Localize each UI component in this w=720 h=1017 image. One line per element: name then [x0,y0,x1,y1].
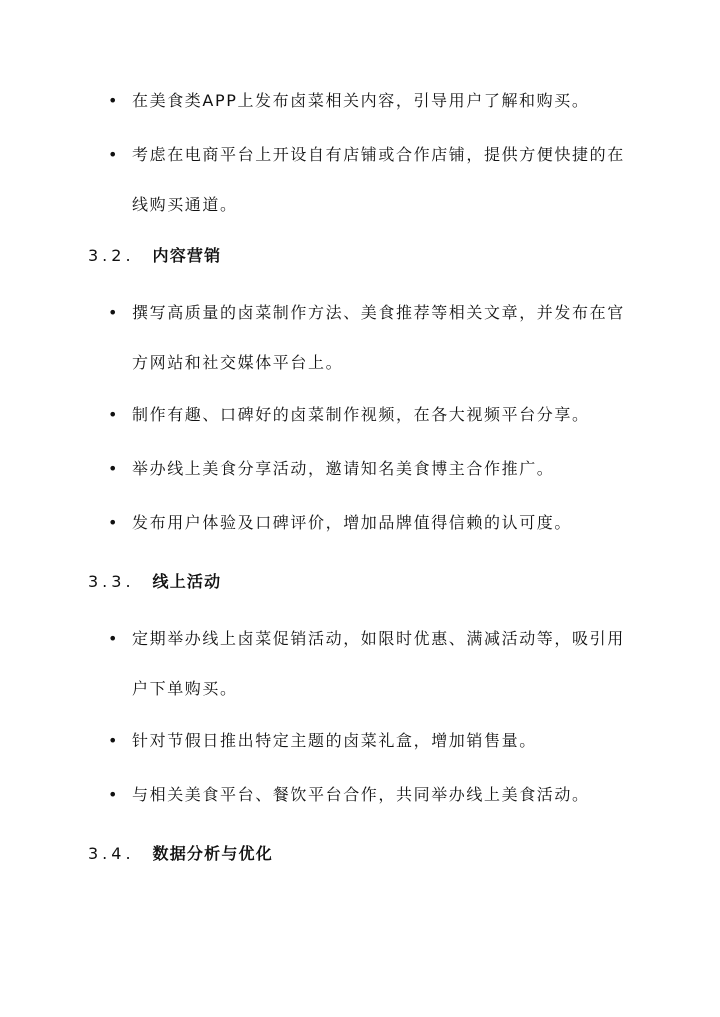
section-number: 3.2. [88,246,135,265]
section-title: 数据分析与优化 [152,844,273,863]
list-item-text: 举办线上美食分享活动，邀请知名美食博主合作推广。 [132,459,555,478]
list-item-text: 与相关美食平台、餐饮平台合作，共同举办线上美食活动。 [132,785,590,804]
list-item-text: 针对节假日推出特定主题的卤菜礼盒，增加销售量。 [132,731,537,750]
list-item [108,288,628,388]
bullet-dot: • [108,303,118,322]
list-item-text: 定期举办线上卤菜促销活动，如限时优惠、满减活动等，吸引用户下单购买。 [132,629,625,698]
bullet-dot: • [108,405,118,424]
bullet-dot: • [108,785,118,804]
bullet-dot: • [108,91,118,110]
section-number: 3.3. [88,572,135,591]
list-item-text: 考虑在电商平台上开设自有店铺或合作店铺，提供方便快捷的在线购买通道。 [132,145,625,214]
bullet-dot: • [108,513,118,532]
bullet-dot: • [108,731,118,750]
section-heading-3-4 [88,842,273,866]
list-item [108,390,628,440]
bullet-dot: • [108,145,118,164]
section-heading-3-2 [88,244,221,268]
bullet-dot: • [108,629,118,648]
list-item-text: 撰写高质量的卤菜制作方法、美食推荐等相关文章，并发布在官方网站和社交媒体平台上。 [132,303,625,372]
list-item-text: 制作有趣、口碑好的卤菜制作视频，在各大视频平台分享。 [132,405,590,424]
list-item [108,716,628,766]
list-item [108,770,628,820]
section-title: 内容营销 [152,246,222,265]
list-item [108,498,628,548]
list-item-text: 在美食类APP上发布卤菜相关内容，引导用户了解和购买。 [132,91,590,110]
list-item-text: 发布用户体验及口碑评价，增加品牌值得信赖的认可度。 [132,513,573,532]
list-item [108,130,628,230]
list-item [108,614,628,714]
section-title: 线上活动 [152,572,222,591]
section-heading-3-3 [88,570,221,594]
bullet-dot: • [108,459,118,478]
section-number: 3.4. [88,844,135,863]
list-item [108,444,628,494]
list-item [108,76,628,126]
